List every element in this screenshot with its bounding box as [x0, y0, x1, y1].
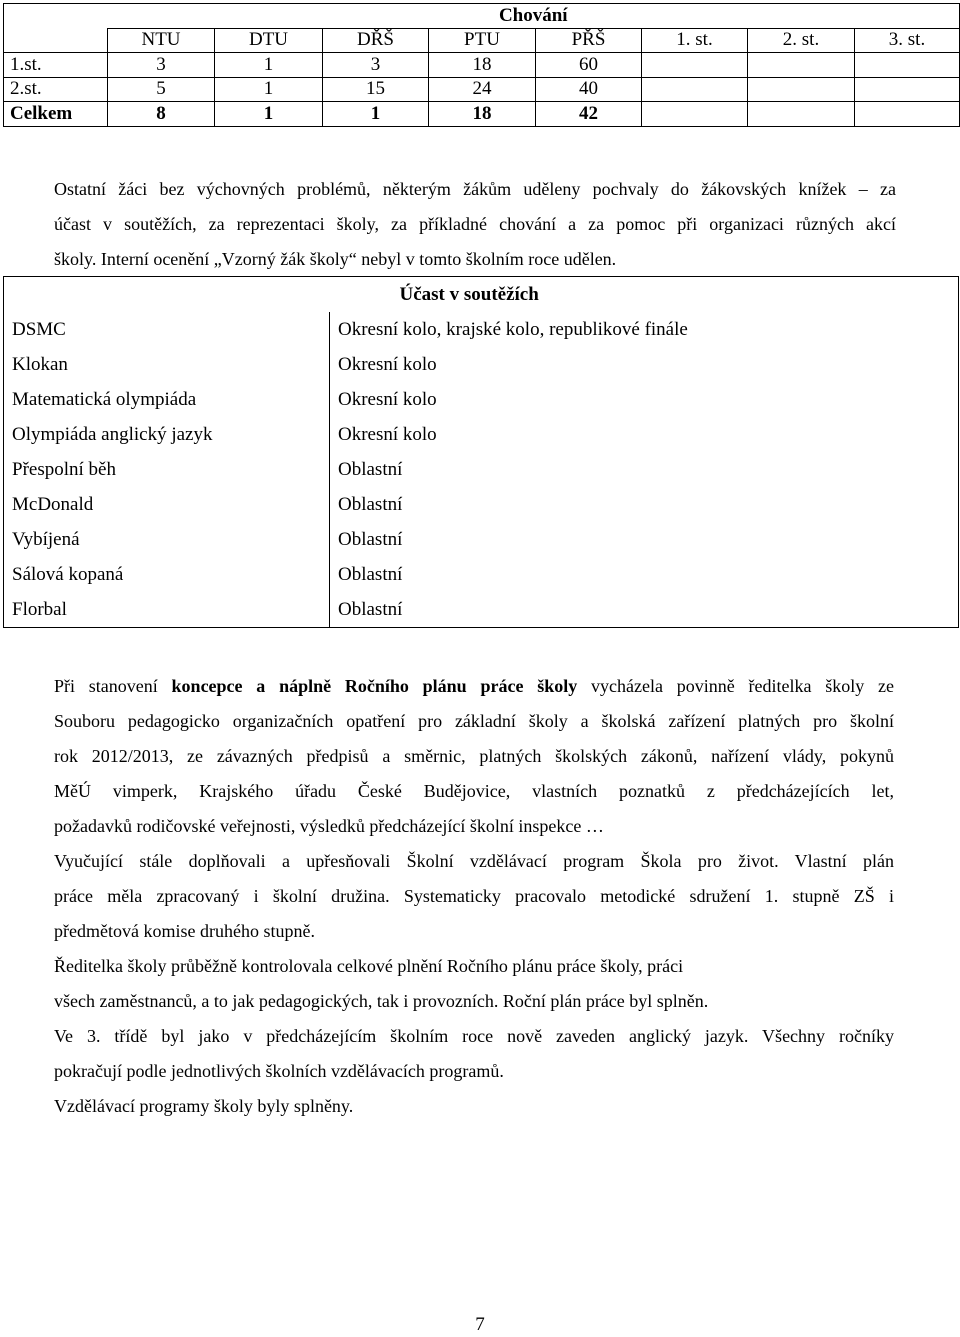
- competition-level: Okresní kolo: [330, 417, 959, 452]
- competitions-title: Účast v soutěžích: [330, 277, 959, 313]
- text-line: Ve 3. třídě byl jako v předcházejícím školním roce nově zaveden anglický jazyk. Všechny ročníky: [54, 1026, 894, 1046]
- text-line: školy. Interní ocenění „Vzorný žák školy“ nebyl v tomto školním roce udělen.: [54, 249, 617, 269]
- text-line: rok 2012/2013, ze závazných předpisů a směrnic, platných školských zákonů, nařízení vlády, pokynů: [54, 746, 894, 766]
- table-row: [4, 452, 959, 487]
- behavior-header: PTU: [429, 28, 536, 53]
- text-line: práce měla zpracovaný i školní družina. Systematicky pracovalo metodické sdružení 1. stupně ZŠ i: [54, 886, 894, 906]
- competition-level: Oblastní: [330, 487, 959, 522]
- text-line: požadavků rodičovské veřejnosti, výsledků předcházející školní inspekce …: [54, 816, 604, 836]
- text-line: MěÚ vimperk, Krajského úřadu České Budějovice, vlastních poznatků z předcházejících let,: [54, 781, 894, 801]
- row-label: 2.st.: [4, 77, 108, 102]
- cell: 18: [429, 102, 536, 127]
- behavior-table: [3, 3, 960, 127]
- cell: 1: [215, 53, 323, 78]
- text-line: Při stanovení koncepce a náplně Ročního plánu práce školy vycházela povinně ředitelka školy ze: [54, 676, 895, 696]
- competition-name: Florbal: [4, 592, 330, 628]
- behavior-header: 1. st.: [642, 28, 748, 53]
- cell: 15: [323, 77, 429, 102]
- cell: [855, 77, 960, 102]
- competition-name: McDonald: [4, 487, 330, 522]
- behavior-note: [54, 172, 896, 277]
- table-row: [4, 53, 960, 78]
- table-row: [4, 522, 959, 557]
- competition-name: Vybíjená: [4, 522, 330, 557]
- cell: 40: [536, 77, 642, 102]
- cell: 1: [215, 77, 323, 102]
- cell: [642, 77, 748, 102]
- behavior-header: DTU: [215, 28, 323, 53]
- table-row: [4, 487, 959, 522]
- table-row: [4, 312, 959, 347]
- cell: 3: [108, 53, 215, 78]
- text-line: Ostatní žáci bez výchovných problémů, některým žákům uděleny pochvaly do žákovských knížek – za: [54, 179, 896, 199]
- competition-name: DSMC: [4, 312, 330, 347]
- competition-name: Matematická olympiáda: [4, 382, 330, 417]
- text-line: účast v soutěžích, za reprezentaci školy, za příkladné chování a za pomoc při organizaci různých akcí: [54, 214, 896, 234]
- cell: [748, 53, 855, 78]
- table-row: [4, 77, 960, 102]
- behavior-header: NTU: [108, 28, 215, 53]
- cell: 60: [536, 53, 642, 78]
- cell: 5: [108, 77, 215, 102]
- text-line: všech zaměstnanců, a to jak pedagogických, tak i provozních. Roční plán práce byl splněn.: [54, 991, 709, 1011]
- competition-name: Olympiáda anglický jazyk: [4, 417, 330, 452]
- cell: [855, 53, 960, 78]
- competition-name: Přespolní běh: [4, 452, 330, 487]
- table-row: [4, 382, 959, 417]
- plan-paragraph: [54, 669, 894, 1124]
- table-row: [4, 592, 959, 628]
- page-number: 7: [475, 1314, 485, 1335]
- cell: 3: [323, 53, 429, 78]
- text-line: předmětová komise druhého stupně.: [54, 921, 315, 941]
- behavior-title: Chování: [108, 4, 960, 29]
- cell: 1: [323, 102, 429, 127]
- behavior-header: 3. st.: [855, 28, 960, 53]
- behavior-header: 2. st.: [748, 28, 855, 53]
- cell: [748, 102, 855, 127]
- competition-level: Oblastní: [330, 452, 959, 487]
- behavior-header: DŘŠ: [323, 28, 429, 53]
- text-line: Souboru pedagogicko organizačních opatření pro základní školy a školská zařízení platných pro školní: [54, 711, 894, 731]
- text-line: Vzdělávací programy školy byly splněny.: [54, 1096, 354, 1116]
- cell: [748, 77, 855, 102]
- cell: 8: [108, 102, 215, 127]
- table-row: [4, 347, 959, 382]
- competition-level: Oblastní: [330, 592, 959, 628]
- behavior-header: PŘŠ: [536, 28, 642, 53]
- cell: 18: [429, 53, 536, 78]
- competition-level: Okresní kolo: [330, 347, 959, 382]
- competition-level: Okresní kolo: [330, 382, 959, 417]
- table-row: [4, 417, 959, 452]
- cell: 1: [215, 102, 323, 127]
- row-label: 1.st.: [4, 53, 108, 78]
- cell: 42: [536, 102, 642, 127]
- cell: [642, 53, 748, 78]
- competitions-table: [3, 276, 959, 628]
- text-line: Ředitelka školy průběžně kontrolovala celkové plnění Ročního plánu práce školy, práci: [54, 956, 684, 976]
- text-line: Vyučující stále doplňovali a upřesňovali Školní vzdělávací program Škola pro život. Vlastní plán: [54, 851, 894, 871]
- table-row: [4, 102, 960, 127]
- row-label: Celkem: [4, 102, 108, 127]
- cell: [855, 102, 960, 127]
- competition-level: Oblastní: [330, 557, 959, 592]
- table-row: [4, 557, 959, 592]
- competition-level: Oblastní: [330, 522, 959, 557]
- competition-name: Klokan: [4, 347, 330, 382]
- cell: [642, 102, 748, 127]
- competition-level: Okresní kolo, krajské kolo, republikové finále: [330, 312, 959, 347]
- text-line: pokračují podle jednotlivých školních vzdělávacích programů.: [54, 1061, 504, 1081]
- cell: 24: [429, 77, 536, 102]
- competition-name: Sálová kopaná: [4, 557, 330, 592]
